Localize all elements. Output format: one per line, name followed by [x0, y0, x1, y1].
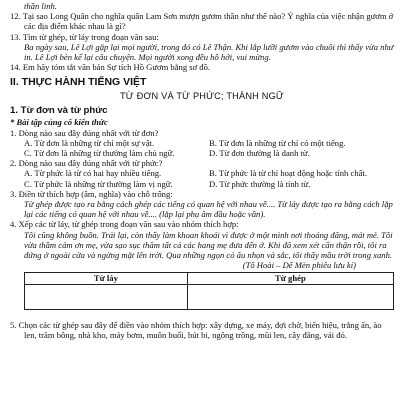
column-header-tu-ghep: Từ ghép — [187, 273, 393, 284]
column-header-tu-lay: Từ láy — [25, 273, 188, 284]
question-5: 5. Chọn các từ ghép sau đây để điền vào nhóm thích hợp: xây dựng, xe máy, đợi chờ, biến hiệu, trắng ấn, ào len, trăm bông, nhà kho, máy bơm, muôn buổi, bút bi, ngông trồng, mũi len, cây đăng, vải đỏ. — [10, 319, 382, 340]
question-1-option-c: C. Từ đơn là những từ thường làm chủ ngữ. — [24, 148, 175, 159]
question-13: 13. Tìm từ ghép, từ láy trong đoạn văn sau: — [10, 31, 159, 42]
section-title: II. THỰC HÀNH TIẾNG VIỆT — [10, 76, 147, 89]
question-4-stem: 4. Xếp các từ láy, từ ghép trong đoạn văn sau vào nhóm thích hợp: — [10, 219, 239, 230]
question-1-option-b: B. Từ đơn là những từ chỉ có một tiếng. — [209, 137, 346, 148]
question-2-options-row1 — [10, 168, 394, 178]
question-4-passage: Tôi cũng không buồn. Trái lại, còn thấy làm khoan khoái vì được ở một mình nơi thoáng đãng, mát mẻ. Tôi vừa thầm cảm ơn mẹ, vừa sạo sục thăm tất cả các hang mẹ đưa đến ở. Khi đã xem xét cẩn thận rồi, tôi ra đứng ở ngoài cửa và ngửng mặt lên trời. Qua những ngọn cỏ ấu nhọn và sắc, tôi thấy mầu trời trong xanh. — [24, 229, 393, 261]
question-12: 12. Tại sao Long Quân cho nghĩa quân Lam Sơn mượn gươm thần như thế nào? Ý nghĩa của việc nhận gươm ở các địa điểm khác nhau là gì? — [10, 11, 394, 32]
question-2-stem: 2. Dòng nào sau đây đúng nhất với từ phức? — [10, 158, 163, 169]
question-4-source: (Tô Hoài – Dế Mèn phiêu lưu kí) — [242, 260, 356, 271]
answer-table — [24, 272, 394, 309]
question-2-option-b: B. Từ phức là từ chỉ hoạt động hoặc tính chất. — [209, 168, 367, 179]
question-2-option-c: C. Từ phức là những từ thường làm vị ngữ. — [24, 178, 173, 189]
question-2-option-d: D. Từ phức thường là tính từ. — [209, 178, 311, 189]
section-subtitle: TỪ ĐƠN VÀ TỪ PHỨC; THÀNH NGỮ — [120, 91, 284, 102]
question-1-stem: 1. Dòng nào sau đây đúng nhất với từ đơn? — [10, 127, 159, 138]
question-13-passage: Ba ngày sau, Lê Lợi gặp lại mọi người, trong đó có Lê Thận. Khi lắp lưỡi gươm vào chuôi thì thấy vừa như in. Lê Lợi bèn kể lại câu chuyện. Mọi người xong đều hồ hởi, vui mừng. — [24, 41, 394, 63]
question-3-body: Từ ghép được tạo ra bằng cách ghép các tiếng có quan hệ với nhau về.... Từ láy được tạo ra bằng cách lặp lại các tiếng có quan hệ với nhau về.... (lặp lại phụ âm đầu hoặc vần). — [24, 199, 393, 220]
question-1-options-row2 — [10, 148, 394, 158]
question-1-option-d: D. Từ đơn thường là danh từ. — [209, 148, 310, 159]
continued-line: thần linh. — [24, 1, 57, 11]
subsection-title: 1. Từ đơn và từ phức — [10, 105, 108, 117]
question-2-option-a: A. Từ phức là từ có hai hay nhiều tiếng. — [24, 168, 162, 179]
exercise-note: * Bài tập củng cố kiến thức — [10, 117, 108, 128]
question-14: 14. Em hãy tóm tắt văn bản Sự tích Hồ Gươm bằng sơ đồ. — [10, 62, 211, 73]
answer-cell-tu-lay[interactable] — [25, 284, 188, 309]
answer-cell-tu-ghep[interactable] — [187, 284, 393, 309]
question-2-options-row2 — [10, 179, 394, 189]
question-1-option-a: A. Từ đơn là những từ chỉ một sự vật. — [24, 137, 155, 148]
question-1-options-row1 — [10, 138, 394, 148]
spacer — [10, 310, 394, 320]
question-3-stem: 3. Điền từ thích hợp (âm, nghĩa) vào chỗ trống: — [10, 188, 173, 199]
